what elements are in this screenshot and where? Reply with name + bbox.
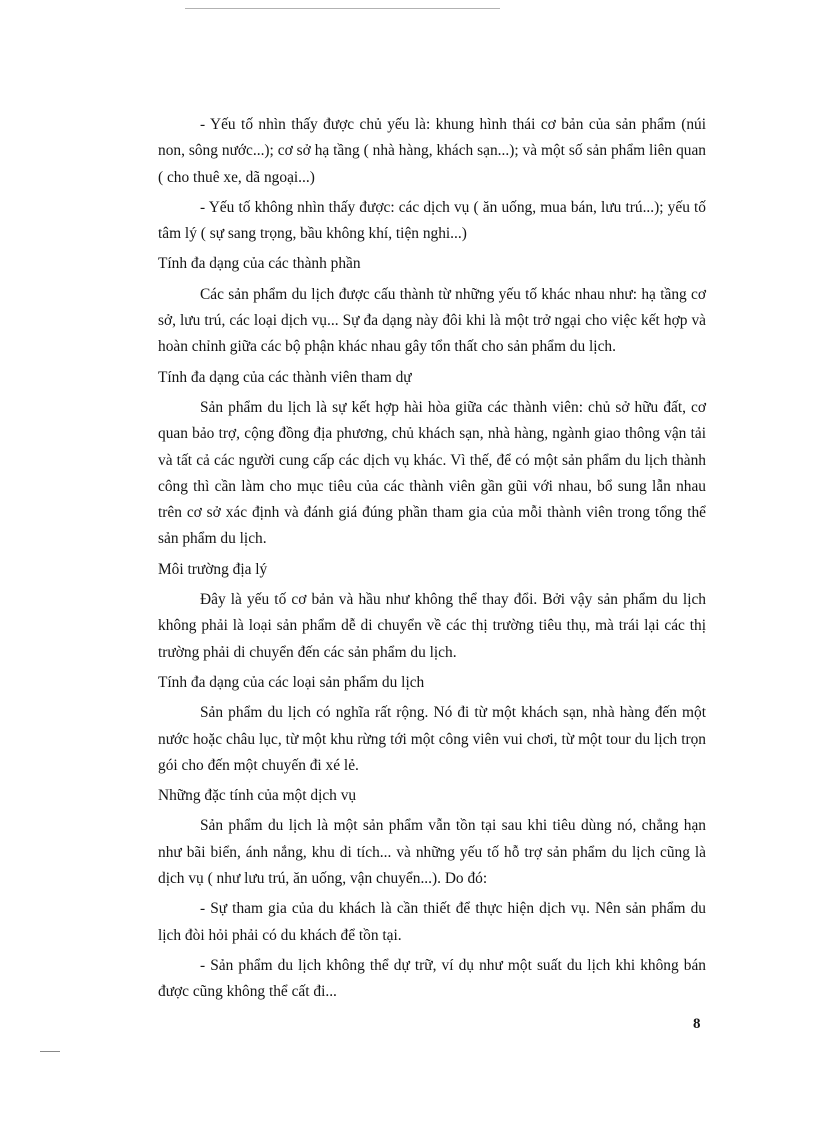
- paragraph: Đây là yếu tố cơ bản và hầu như không thể thay đổi. Bởi vậy sản phẩm du lịch không phải là loại sản phẩm dễ di chuyển về các thị trường tiêu thụ, mà trái lại các thị trường phải di chuyển đến các sản phẩm du lịch.: [158, 591, 706, 661]
- section-heading: Tính đa dạng của các loại sản phẩm du lịch: [158, 673, 425, 691]
- paragraph: Sản phẩm du lịch là một sản phẩm vẫn tồn tại sau khi tiêu dùng nó, chẳng hạn như bãi biển, ánh nắng, khu di tích... và những yếu tố hỗ trợ sản phẩm du lịch cũng là dịch vụ ( như lưu trú, ăn uống, vận chuyển...). Do đó:: [158, 817, 706, 888]
- paragraph: - Yếu tố nhìn thấy được chủ yếu là: khung hình thái cơ bản của sản phẩm (núi non, sông nước...); cơ sở hạ tầng ( nhà hàng, khách sạn...); và một số sản phẩm liên quan ( cho thuê xe, dã ngoại...): [158, 116, 706, 186]
- paragraph: - Sản phẩm du lịch không thể dự trữ, ví dụ như một suất du lịch khi không bán được cũng không thể cất đi...: [158, 956, 706, 1001]
- section-heading: Tính đa dạng của các thành viên tham dự: [158, 368, 412, 386]
- scan-mark-left: [40, 1051, 60, 1052]
- body-text: [158, 112, 706, 1010]
- page-number: 8: [693, 1016, 701, 1032]
- paragraph: Sản phẩm du lịch có nghĩa rất rộng. Nó đi từ một khách sạn, nhà hàng đến một nước hoặc châu lục, từ một khu rừng tới một công viên vui chơi, từ một tour du lịch trọn gói cho đến một chuyến đi xé lẻ.: [158, 704, 706, 774]
- scan-mark-top: [185, 8, 500, 9]
- paragraph: Các sản phẩm du lịch được cấu thành từ những yếu tố khác nhau như: hạ tầng cơ sở, lưu trú, các loại dịch vụ... Sự đa dạng này đôi khi là một trở ngại cho việc kết hợp và hoàn chỉnh giữa các bộ phận khác nhau gây tổn thất cho sản phẩm du lịch.: [158, 285, 706, 356]
- paragraph: - Yếu tố không nhìn thấy được: các dịch vụ ( ăn uống, mua bán, lưu trú...); yếu tố tâm lý ( sự sang trọng, bầu không khí, tiện nghi...): [158, 198, 706, 243]
- paragraph: Sản phẩm du lịch là sự kết hợp hài hòa giữa các thành viên: chủ sở hữu đất, cơ quan bảo trợ, cộng đồng địa phương, chủ khách sạn, nhà hàng, ngành giao thông vận tải và tất cả các người cung cấp các dịch vụ khác. Vì thế, để có một sản phẩm du lịch thành công thì cần làm cho mục tiêu của các thành viên gần gũi với nhau, bổ sung lẫn nhau trên cơ sở xác định và đánh giá đúng phần tham gia của mỗi thành viên trong tổng thể sản phẩm du lịch.: [158, 398, 706, 548]
- section-heading: Tính đa dạng của các thành phần: [158, 255, 361, 273]
- paragraph: - Sự tham gia của du khách là cần thiết để thực hiện dịch vụ. Nên sản phẩm du lịch đòi hỏi phải có du khách để tồn tại.: [158, 900, 706, 944]
- section-heading: Môi trường địa lý: [158, 560, 268, 578]
- section-heading: Những đặc tính của một dịch vụ: [158, 787, 357, 805]
